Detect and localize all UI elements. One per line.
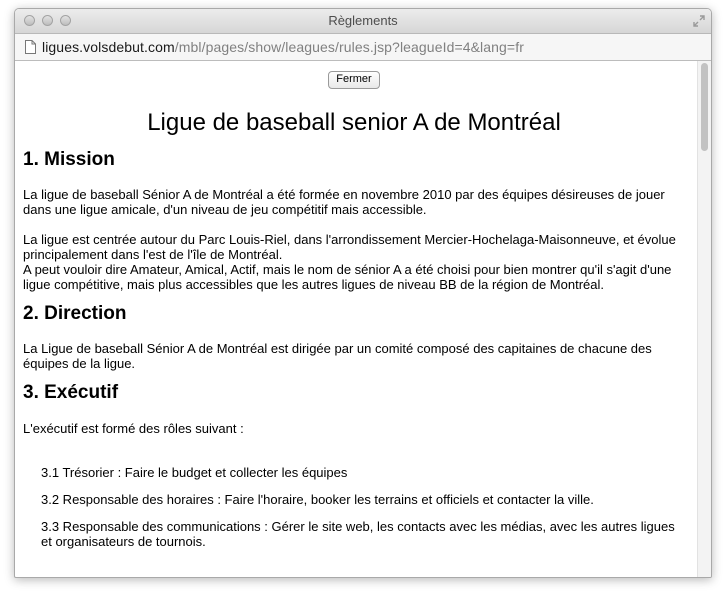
list-item: 3.1 Trésorier : Faire le budget et collecter les équipes	[41, 465, 348, 480]
list-item: 3.2 Responsable des horaires : Faire l'horaire, booker les terrains et officiels et contacter la ville.	[41, 492, 594, 507]
url-host: ligues.volsdebut.com	[42, 39, 175, 55]
mission-paragraph-2: La ligue est centrée autour du Parc Louis-Riel, dans l'arrondissement Mercier-Hochelaga-Maisonneuve, et évolue principalement dans l'est de l'île de Montréal.	[23, 232, 676, 262]
address-bar[interactable]	[15, 34, 711, 61]
page-title: Ligue de baseball senior A de Montréal	[147, 109, 561, 136]
close-button[interactable]: Fermer	[328, 71, 379, 89]
executive-intro: L'exécutif est formé des rôles suivant :	[23, 421, 244, 436]
url-text[interactable]	[42, 39, 524, 55]
close-button-container	[23, 61, 685, 91]
direction-paragraph: La Ligue de baseball Sénior A de Montréal est dirigée par un comité composé des capitaines de chacune des équipes de la ligue.	[23, 341, 652, 371]
scrollbar-thumb[interactable]	[701, 63, 708, 151]
url-path: /mbl/pages/show/leagues/rules.jsp?leagueId=4&lang=fr	[174, 39, 524, 55]
section-heading-executive: 3. Exécutif	[23, 382, 119, 403]
vertical-scrollbar[interactable]	[697, 61, 711, 578]
mission-paragraph-1: La ligue de baseball Sénior A de Montréal a été formée en novembre 2010 par des équipes désireuses de jouer dans une ligue amicale, d'un niveau de jeu compétitif mais accessible.	[23, 187, 665, 217]
window-title: Règlements	[328, 13, 398, 28]
fullscreen-icon[interactable]	[692, 14, 706, 28]
browser-window	[14, 8, 712, 578]
section-heading-mission: 1. Mission	[23, 149, 115, 170]
section-heading-direction: 2. Direction	[23, 303, 127, 324]
page-viewport	[15, 61, 711, 578]
mission-paragraph-3: A peut vouloir dire Amateur, Amical, Actif, mais le nom de sénior A a été choisi pour bien montrer qu'il s'agit d'une ligue compétitive, mais plus accessibles que les autres ligues de niveau BB de la région de Montréal.	[23, 262, 672, 292]
list-item: 3.3 Responsable des communications : Gérer le site web, les contacts avec les médias, avec les autres ligues et organisateurs de tournois.	[41, 519, 675, 549]
executive-roles-list	[41, 465, 685, 549]
document-icon	[25, 40, 36, 54]
page-content	[23, 61, 685, 549]
title-bar	[15, 9, 711, 34]
